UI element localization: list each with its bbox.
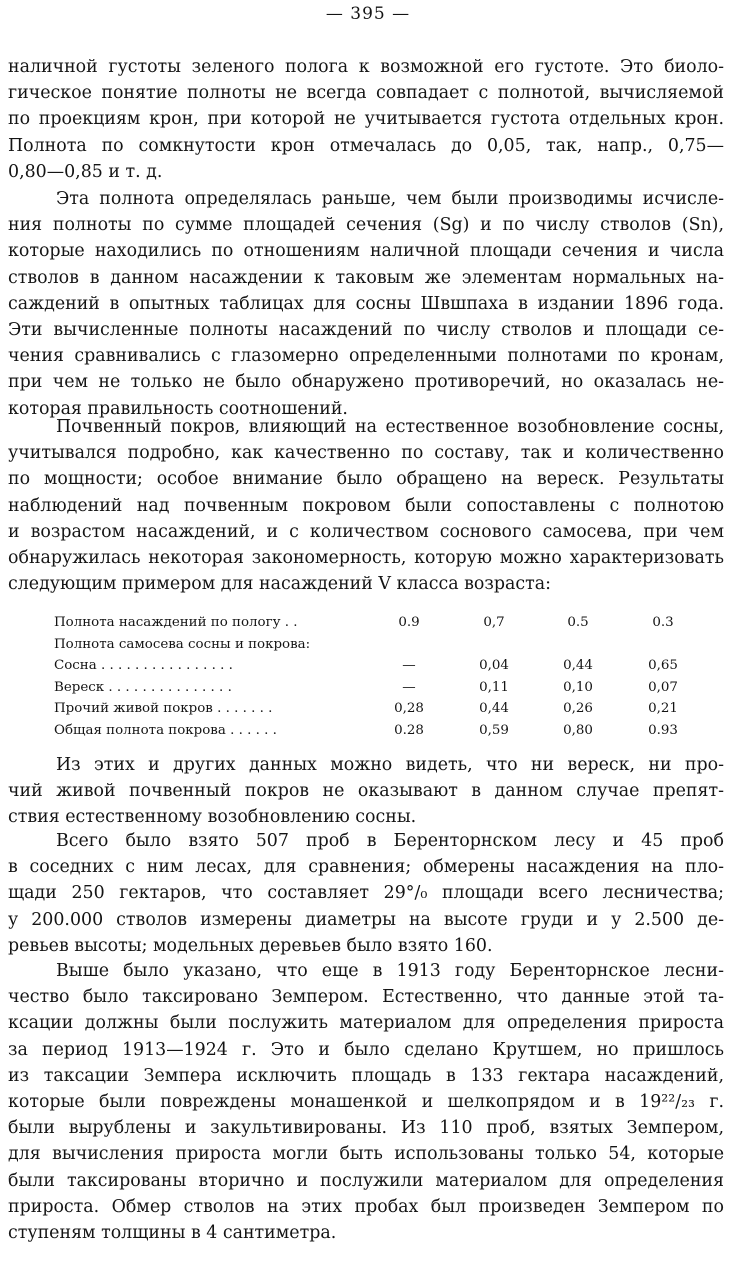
text-line: учитывался подробно, как качественно по составу, так и количественно: [8, 443, 724, 464]
text-line: ствия естественному возобновлению сосны.: [8, 807, 417, 828]
paragraph-3: [8, 414, 724, 597]
table-cell: 0,26: [563, 701, 593, 717]
text-line: стволов в данном насаждении к таковым же элементам нормальных на-: [8, 267, 724, 288]
text-line: и возрастом насаждений, и с количеством соснового самосева, при чем: [8, 521, 724, 542]
table-cell: 0.28: [394, 722, 424, 738]
text-line: которые находились по отношениям наличной площади сечения и числа: [8, 241, 724, 262]
table-cell: 0,21: [648, 701, 678, 717]
text-line: были таксированы вторично и послужили материалом для определения: [8, 1170, 724, 1191]
text-line: Эта полнота определялась раньше, чем были производимы исчисле-: [56, 189, 724, 209]
table-row: [54, 655, 694, 677]
table-cell: 0,04: [479, 658, 509, 674]
row-label: Сосна . . . . . . . . . . . . . . . .: [54, 658, 233, 674]
table-cell: —: [402, 679, 416, 695]
table-cell: 0,80: [563, 722, 593, 738]
text-line: в соседних с ним лесах, для сравнения; обмерены насаждения на пло-: [8, 857, 724, 878]
paragraph-6: [8, 958, 724, 1246]
text-line: Эти вычисленные полноты насаждений по числу стволов и площади се-: [8, 320, 724, 341]
table-row: [54, 677, 694, 699]
table-cell: 0,65: [648, 658, 678, 674]
text-line: Всего было взято 507 проб в Беренторнском лесу и 45 проб: [56, 831, 724, 851]
paragraph-5: [8, 828, 724, 959]
text-line: наличной густоты зеленого полога к возможной его густоте. Это биоло-: [8, 57, 724, 77]
text-line: были вырублены и закультивированы. Из 110 проб, взятых Земпером,: [8, 1118, 724, 1139]
row-label: Полнота насаждений по пологу . .: [54, 615, 298, 630]
text-line: ксации должны были послужить материалом для определения прироста: [8, 1013, 724, 1034]
row-label: Вереск . . . . . . . . . . . . . . .: [54, 679, 232, 695]
text-line: за период 1913—1924 г. Это и было сделано Крутшем, но пришлось: [8, 1039, 724, 1060]
table-row: [54, 634, 694, 656]
text-line: при чем не только не было обнаружено противоречий, но оказалась не-: [8, 372, 724, 393]
text-line: чий живой почвенный покров не оказывают в данном случае препят-: [8, 781, 724, 802]
text-line: по мощности; особое внимание было обращено на вереск. Результаты: [8, 469, 724, 490]
table-row: [54, 612, 694, 634]
text-line: Из этих и других данных можно видеть, что ни вереск, ни про-: [56, 755, 724, 775]
text-line: ступеням толщины в 4 сантиметра.: [8, 1223, 337, 1244]
cover-density-table: [54, 612, 694, 742]
text-line: ния полноты по сумме площадей сечения (Sg) и по числу стволов (Sn),: [8, 215, 724, 236]
table-cell: 0,10: [563, 679, 593, 695]
table-cell: 0,7: [483, 615, 505, 630]
table-cell: 0,28: [394, 701, 424, 717]
page-number: — 395 —: [325, 4, 411, 24]
text-line: наблюдений над почвенным покровом были сопоставлены с полнотою: [8, 495, 724, 516]
text-line: саждений в опытных таблицах для сосны Швшпаха в издании 1896 года.: [8, 293, 724, 314]
text-line: чество было таксировано Земпером. Естественно, что данные этой та-: [8, 987, 724, 1008]
text-line: ревьев высоты; модельных деревьев было взято 160.: [8, 935, 493, 956]
row-label: Полнота самосева сосны и покрова:: [54, 636, 311, 652]
table-cell: 0.9: [398, 615, 420, 630]
text-line: которая правильность соотношений.: [8, 398, 348, 419]
paragraph-2: [8, 186, 724, 422]
table-cell: 0,44: [563, 658, 593, 674]
table-cell: 0.3: [652, 615, 674, 630]
table-cell: 0,07: [648, 679, 678, 695]
table-cell: 0.93: [648, 722, 678, 738]
text-line: Полнота по сомкнутости крон отмечалась до 0,05, так, напр., 0,75—: [8, 135, 724, 156]
text-line: обнаружилась некоторая закономерность, которую можно характеризовать: [8, 548, 724, 569]
paragraph-1: [8, 54, 724, 185]
table-row: [54, 698, 694, 720]
table-cell: 0,11: [479, 679, 509, 695]
paragraph-4: [8, 752, 724, 831]
table-cell: 0.5: [567, 615, 589, 630]
row-label: Общая полнота покрова . . . . . .: [54, 722, 277, 738]
table-cell: 0,44: [479, 701, 509, 717]
row-label: Прочий живой покров . . . . . . .: [54, 701, 273, 717]
text-line: щади 250 гектаров, что составляет 29°/₀ площади всего лесничества;: [8, 883, 724, 904]
text-line: по проекциям крон, при которой не учитывается густота отдельных крон.: [8, 109, 724, 130]
text-line: которые были повреждены монашенкой и шелкопрядом и в 19²²/₂₃ г.: [8, 1092, 724, 1113]
table-cell: —: [402, 658, 416, 674]
text-line: из таксации Земпера исключить площадь в 133 гектара насаждений,: [8, 1065, 724, 1086]
text-line: гическое понятие полноты не всегда совпадает с полнотой, вычисляемой: [8, 83, 724, 104]
text-line: чения сравнивались с глазомерно определенными полнотами по кронам,: [8, 346, 724, 367]
table-cell: 0,59: [479, 722, 509, 738]
text-line: прироста. Обмер стволов на этих пробах был произведен Земпером по: [8, 1196, 724, 1217]
text-line: у 200.000 стволов измерены диаметры на высоте груди и у 2.500 де-: [8, 909, 724, 930]
table-row: [54, 720, 694, 742]
text-line: следующим примером для насаждений V класса возраста:: [8, 574, 551, 595]
text-line: Выше было указано, что еще в 1913 году Беренторнское лесни-: [56, 961, 724, 981]
text-line: Почвенный покров, влияющий на естественное возобновление сосны,: [56, 417, 724, 437]
text-line: для вычисления прироста могли быть использованы только 54, которые: [8, 1144, 724, 1165]
text-line: 0,80—0,85 и т. д.: [8, 161, 163, 182]
